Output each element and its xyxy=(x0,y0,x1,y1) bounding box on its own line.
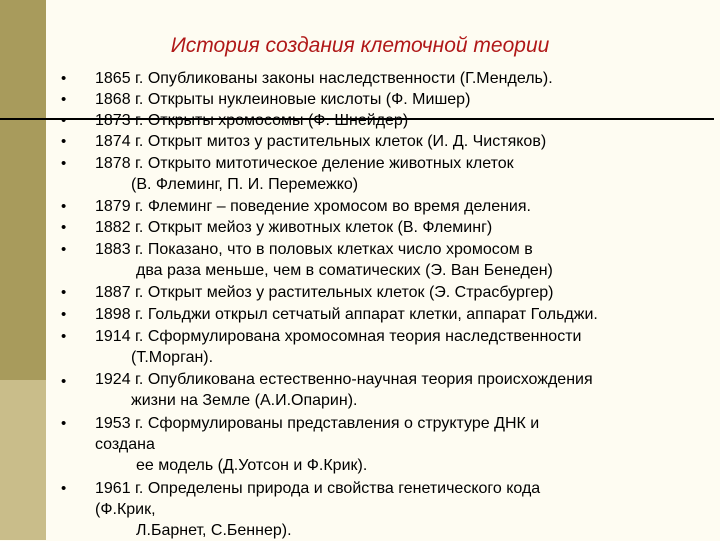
list-item-text: 1874 г. Открыт митоз у растительных клеток (И. Д. Чистяков) xyxy=(95,133,547,150)
list-item-text: 1868 г. Открыты нуклеиновые кислоты (Ф. Мишер) xyxy=(95,91,471,108)
list-item-text: Л.Барнет, С.Беннер). xyxy=(136,522,292,539)
bullet-icon: • xyxy=(61,306,67,323)
list-item-text: 1953 г. Сформулированы представления о структуре ДНК и xyxy=(95,415,540,432)
bullet-icon: • xyxy=(61,480,67,497)
bullet-icon: • xyxy=(61,112,67,129)
list-item-text: 1878 г. Открыто митотическое деление животных клеток xyxy=(95,155,514,172)
list-item-text: два раза меньше, чем в соматических (Э. Ван Бенеден) xyxy=(136,262,553,279)
bullet-icon: • xyxy=(61,155,67,172)
list-item-text: жизни на Земле (А.И.Опарин). xyxy=(131,392,358,409)
list-item-text: 1898 г. Гольджи открыл сетчатый аппарат клетки, аппарат Гольджи. xyxy=(95,306,598,323)
bullet-icon: • xyxy=(61,70,67,87)
bullet-icon: • xyxy=(61,241,67,258)
list-item-text: (В. Флеминг, П. И. Перемежко) xyxy=(131,176,359,193)
list-item-text: создана xyxy=(95,436,155,453)
bullet-icon: • xyxy=(61,373,67,390)
bullet-icon: • xyxy=(61,415,67,432)
list-item-text: 1882 г. Открыт мейоз у животных клеток (В. Флеминг) xyxy=(95,219,493,236)
list-item-text: ее модель (Д.Уотсон и Ф.Крик). xyxy=(136,457,368,474)
bullet-icon: • xyxy=(61,328,67,345)
list-item-text: (Т.Морган). xyxy=(131,349,214,366)
list-item-text: 1865 г. Опубликованы законы наследственности (Г.Мендель). xyxy=(95,70,553,87)
list-item-text: 1873 г. Открыты хромосомы (Ф. Шнейдер) xyxy=(95,112,409,129)
list-item-text: 1879 г. Флеминг – поведение хромосом во время деления. xyxy=(95,198,531,215)
bullet-icon: • xyxy=(61,91,67,108)
list-item-text: 1887 г. Открыт мейоз у растительных клеток (Э. Страсбургер) xyxy=(95,284,554,301)
bullet-icon: • xyxy=(61,284,67,301)
bullet-icon: • xyxy=(61,198,67,215)
list-item-text: 1961 г. Определены природа и свойства генетического кода xyxy=(95,480,541,497)
list-item-text: 1924 г. Опубликована естественно-научная теория происхождения xyxy=(95,371,593,388)
list-item-text: 1914 г. Сформулирована хромосомная теория наследственности xyxy=(95,328,582,345)
bullet-icon: • xyxy=(61,133,67,150)
bullet-icon: • xyxy=(61,219,67,236)
list-item-text: 1883 г. Показано, что в половых клетках число хромосом в xyxy=(95,241,533,258)
slide-title-text: История создания клеточной теории xyxy=(170,34,550,57)
list-item-text: (Ф.Крик, xyxy=(95,501,156,518)
